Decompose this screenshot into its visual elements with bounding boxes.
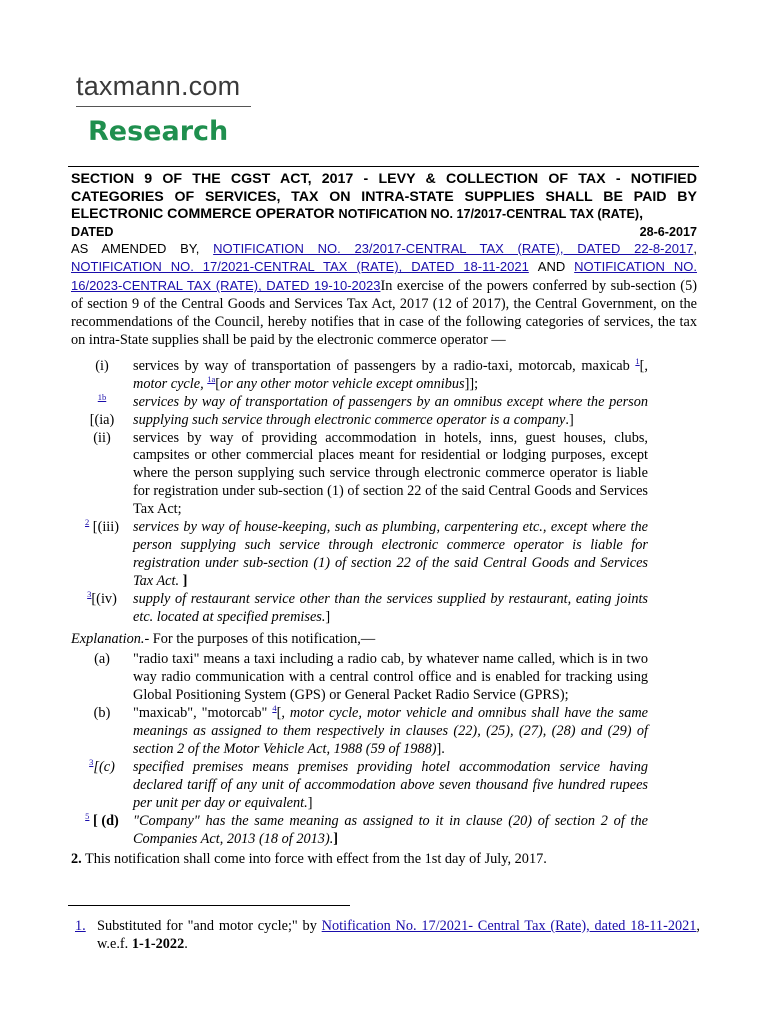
commencement-paragraph: 2. This notification shall come into force with effect from the 1st day of July, 2017.	[71, 851, 547, 868]
footnote-link[interactable]: Notification No. 17/2021- Central Tax (Rate), dated 18-11-2021	[321, 918, 697, 934]
logo-research: Research	[88, 116, 229, 147]
list-item: (i) services by way of transportation of passengers by a radio-taxi, motorcab, maxicab $^1$[, motor cycle, $^{1a}$[or any other motor vehicle except omnibus]];	[95, 356, 648, 392]
explanation-line: Explanation.- For the purposes of this notification,—	[71, 630, 376, 647]
footnote-ref[interactable]: 3	[87, 588, 92, 599]
footnote-number[interactable]: 1.	[75, 918, 86, 934]
header-divider	[68, 166, 699, 167]
footnote-ref[interactable]: 1	[635, 356, 640, 367]
amendment-link-2[interactable]: NOTIFICATION NO. 17/2021-CENTRAL TAX (RATE), DATED 18-11-2021	[71, 259, 529, 275]
footnote-ref[interactable]: 1b	[97, 391, 107, 402]
list-item: $^{1b}$ [(ia) services by way of transportation of passengers by an omnibus except where the person supplying such service through electronic commerce operator is a company.]	[89, 391, 648, 428]
amended-by-label: AS AMENDED BY,	[71, 240, 200, 256]
list-item: $^3$[(c) specified premises means premises providing hotel accommodation service having declared tariff of any unit of accommodation above seven thousand five hundred rupees per unit per day or equivalent.]	[89, 757, 648, 811]
heading-title: SECTION 9 OF THE CGST ACT, 2017 - LEVY & COLLECTION OF TAX - NOTIFIED CATEGORIES OF SERVICES, TAX ON INTRA-STATE SUPPLIES SHALL BE PAID BY ELECTRONIC COMMERCE OPERATOR	[71, 171, 697, 222]
taxmann-logo[interactable]	[76, 70, 251, 150]
footnote-ref[interactable]: 5	[85, 810, 90, 821]
dated-value: 28-6-2017	[639, 224, 697, 239]
dated-label: DATED	[71, 224, 114, 239]
footnote-ref[interactable]: 1a	[207, 374, 216, 385]
footnote-ref[interactable]: 4	[272, 703, 277, 714]
notification-number: NOTIFICATION NO. 17/2017-CENTRAL TAX (RATE)	[338, 207, 640, 221]
preamble-text: In exercise of the powers conferred by sub-section (5) of section 9 of the Central Goods and Services Tax Act, 2017 (12 of 2017), the Central Government, on the recommendations of the Council, hereby notifies that in case of the following categories of services, the tax on intra-State supplies shall be paid by the electronic commerce operator —	[71, 278, 697, 349]
amendment-link-3[interactable]: NOTIFICATION NO. 16/2023-CENTRAL TAX (RATE), DATED 19-10-2023	[71, 259, 697, 294]
footnote-ref[interactable]: 3	[89, 757, 94, 768]
document-heading: SECTION 9 OF THE CGST ACT, 2017 - LEVY & COLLECTION OF TAX - NOTIFIED CATEGORIES OF SERVICES, TAX ON INTRA-STATE SUPPLIES SHALL BE PAID BY ELECTRONIC COMMERCE OPERATOR NOTIFICATION NO. 17/2017-CENTRAL TAX (RATE),	[71, 171, 697, 222]
definition-list	[71, 651, 697, 848]
logo-divider	[76, 106, 251, 107]
service-list	[71, 358, 697, 627]
document-body	[71, 171, 697, 869]
footnote-ref[interactable]: 2	[84, 517, 90, 528]
list-item: (ii) services by way of providing accommodation in hotels, inns, guest houses, clubs, campsites or other commercial places meant for residential or lodging purposes, except where the person supplying such service through electronic commerce operator is liable for registration under sub-section (1) of section 22 of the said Central Goods and Services Tax Act;	[93, 429, 648, 518]
footnote: 1. Substituted for "and motor cycle;" by Notification No. 17/2021- Central Tax (Rate), dated 18-11-2021, w.e.f. 1-1-2022.	[75, 918, 700, 952]
amendment-link-1[interactable]: NOTIFICATION NO. 23/2017-CENTRAL TAX (RATE), DATED 22-8-2017	[213, 240, 694, 256]
dated-row	[71, 224, 697, 240]
list-item: (a) "radio taxi" means a taxi including a radio cab, by whatever name called, which is in two way radio communication with a central control office and is enabled for tracking using Global Positioning System (GPS) or General Packet Radio Service (GPRS);	[94, 651, 648, 704]
logo-wordmark: taxmann.com	[76, 71, 241, 101]
list-item: $^3$[(iv) supply of restaurant service other than the services supplied by restaurant, eating joints etc. located at specified premises.]	[87, 588, 648, 625]
footnote-divider	[68, 905, 350, 906]
list-item: $^2$ [(iii) services by way of house-keeping, such as plumbing, carpentering etc., except where the person supplying such service through electronic commerce operator is liable for registration under sub-section (1) of section 22 of the said Central Goods and Services Tax Act. ]	[84, 517, 648, 589]
amendment-paragraph: AS AMENDED BY, NOTIFICATION NO. 23/2017-CENTRAL TAX (RATE), DATED 22-8-2017, NOTIFICATION NO. 17/2021-CENTRAL TAX (RATE), DATED 18-11-2021 AND NOTIFICATION NO. 16/2023-CENTRAL TAX (RATE), DATED 19-10-2023In exercise of the powers conferred by sub-section (5) of section 9 of the Central Goods and Services Tax Act, 2017 (12 of 2017), the Central Government, on the recommendations of the Council, hereby notifies that in case of the following categories of services, the tax on intra-State supplies shall be paid by the electronic commerce operator —	[71, 240, 698, 349]
and-label: AND	[537, 259, 566, 275]
list-item: $^5$ [ (d) "Company" has the same meaning as assigned to it in clause (20) of section 2 of the Companies Act, 2013 (18 of 2013).]	[85, 810, 648, 847]
list-item: (b) "maxicab", "motorcab" $^4$[, motor cycle, motor vehicle and omnibus shall have the same meanings as assigned to them respectively in clauses (22), (25), (27), (28) and (29) of section 2 of the Motor Vehicle Act, 1988 (59 of 1988)].	[93, 703, 649, 757]
